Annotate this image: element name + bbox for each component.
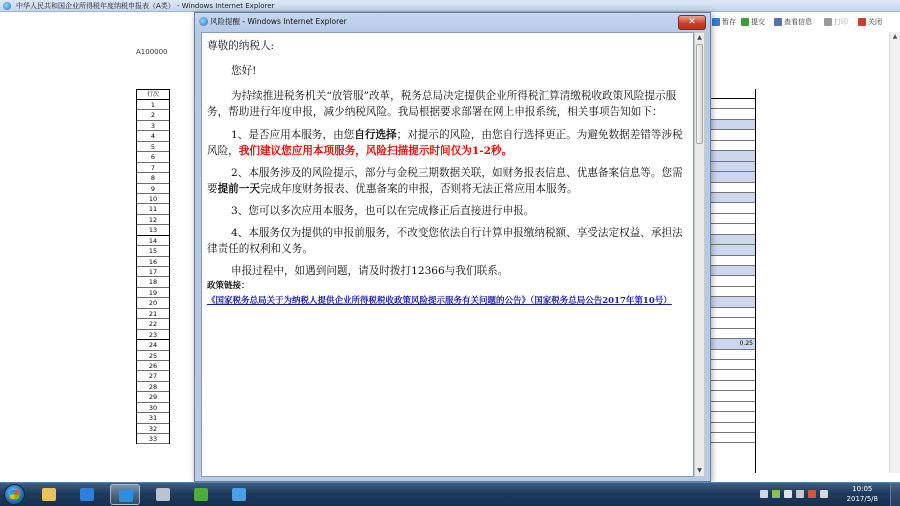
row-list	[137, 100, 169, 444]
row-number: 20	[137, 298, 169, 308]
value-cell[interactable]	[709, 266, 755, 276]
value-cell[interactable]	[709, 120, 755, 130]
row-number: 29	[137, 392, 169, 402]
scroll-up-icon[interactable]: ▲	[697, 34, 702, 41]
value-cell[interactable]	[709, 308, 755, 318]
policy-link[interactable]: 《国家税务总局关于为纳税人提供企业所得税税收政策风险提示服务有关问题的公告》（国家税务总局公告2017年第10号）	[207, 296, 672, 306]
notice-item-1: 1、是否应用本服务，由您自行选择；对提示的风险，由您自行选择更正。为避免数据差错等涉税风险，我们建议您应用本项服务，风险扫描提示时间仅为1-2秒。	[207, 129, 683, 157]
start-button[interactable]	[4, 484, 25, 505]
tray-warning-icon[interactable]	[808, 490, 816, 498]
row-number: 13	[137, 225, 169, 235]
value-cell[interactable]	[709, 130, 755, 140]
show-desktop-button[interactable]	[890, 483, 900, 506]
row-number: 9	[137, 184, 169, 194]
value-cell[interactable]	[709, 329, 755, 339]
action-center-icon[interactable]	[820, 490, 828, 498]
ie-icon	[199, 17, 208, 26]
popup-close-button[interactable]	[678, 15, 706, 30]
one-day-ahead-text: 提前一天	[217, 183, 260, 195]
value-cell[interactable]	[709, 297, 755, 307]
app-tool-icon	[232, 488, 246, 501]
tray-app-icon[interactable]	[772, 490, 780, 498]
taskbar-app-blue[interactable]	[72, 484, 102, 505]
taskbar-app-green[interactable]	[186, 484, 216, 505]
value-cell[interactable]	[709, 287, 755, 297]
network-icon[interactable]	[784, 490, 792, 498]
value-cell[interactable]	[709, 433, 755, 443]
value-cell[interactable]	[709, 412, 755, 422]
system-tray	[750, 483, 900, 506]
popup-content	[201, 32, 694, 477]
recommendation-text: 我们建议您应用本项服务，风险扫描提示时间仅为1-2秒	[238, 145, 502, 157]
popup-title-bar[interactable]	[195, 13, 710, 30]
app-blue-icon	[80, 488, 94, 501]
clock-date: 2017/5/8	[846, 495, 878, 503]
contact-text: 申报过程中，如遇到问题，请及时拨打12366与我们联系。	[231, 265, 509, 277]
value-cell[interactable]	[709, 276, 755, 286]
file-explorer-icon	[42, 488, 56, 501]
value-cell[interactable]	[709, 162, 755, 172]
value-cell[interactable]	[709, 224, 755, 234]
print-icon	[824, 18, 832, 26]
row-number: 5	[137, 142, 169, 152]
row-number: 15	[137, 246, 169, 256]
value-cell[interactable]	[709, 318, 755, 328]
ie-icon	[3, 2, 11, 10]
scroll-down-icon[interactable]: ▼	[697, 467, 702, 474]
row-number: 11	[137, 204, 169, 214]
value-cell[interactable]	[709, 256, 755, 266]
value-cell[interactable]	[709, 203, 755, 213]
row-number: 6	[137, 152, 169, 162]
intro-paragraph: 为持续推进税务机关“放管服”改革，税务总局决定提供企业所得税汇算清缴税收政策风险提示服务，帮助进行年度申报，减少纳税风险。我局根据要求部署在网上申报系统，相关事项告知如下：	[207, 90, 677, 118]
value-cell[interactable]	[709, 402, 755, 412]
value-cell[interactable]: 0.25	[709, 339, 755, 349]
row-number: 16	[137, 257, 169, 267]
value-cell[interactable]	[709, 350, 755, 360]
notice-item-4: 4、本服务仅为提供的申报前服务，不改变您依法自行计算申报缴纳税额、享受法定权益、承担法律责任的权利和义务。	[207, 227, 683, 255]
value-cell[interactable]	[709, 381, 755, 391]
value-cell[interactable]	[709, 99, 755, 109]
row-number: 26	[137, 361, 169, 371]
policy-label: 政策链接：	[207, 281, 250, 291]
save-button[interactable]: 暂存	[712, 16, 736, 28]
close-button[interactable]: 关闭	[858, 16, 882, 28]
scroll-thumb[interactable]	[696, 44, 703, 144]
right-column-header	[709, 89, 755, 99]
value-cell[interactable]	[709, 360, 755, 370]
value-cell[interactable]	[709, 193, 755, 203]
notice-item-3: 3、您可以多次应用本服务，也可以在完成修正后直接进行申报。	[231, 205, 535, 217]
window-title: 中华人民共和国企业所得税年度纳税申报表（A类） - Windows Internet Explorer	[16, 2, 275, 10]
submit-icon	[741, 18, 749, 26]
row-number: 1	[137, 100, 169, 110]
clock-time: 10:05	[852, 485, 873, 493]
value-cell[interactable]	[709, 141, 755, 151]
popup-title: 风险提醒 - Windows Internet Explorer	[210, 17, 347, 26]
row-number: 10	[137, 194, 169, 204]
submit-button[interactable]: 提交	[741, 16, 765, 28]
row-number: 32	[137, 424, 169, 434]
app-green-icon	[194, 488, 208, 501]
row-number: 18	[137, 277, 169, 287]
row-number: 2	[137, 110, 169, 120]
value-cell[interactable]	[709, 391, 755, 401]
page-scrollbar[interactable]	[889, 32, 900, 473]
risk-reminder-popup	[194, 12, 711, 482]
view-info-button[interactable]: 查看信息	[774, 16, 812, 28]
row-number: 31	[137, 413, 169, 423]
row-number: 27	[137, 371, 169, 381]
row-number: 24	[137, 340, 169, 350]
row-number: 21	[137, 309, 169, 319]
row-number: 33	[137, 434, 169, 444]
popup-scrollbar[interactable]	[694, 32, 705, 477]
taskbar-app-tool[interactable]	[224, 484, 254, 505]
row-number: 12	[137, 215, 169, 225]
print-button[interactable]: 打印	[824, 16, 848, 28]
view-info-icon	[774, 18, 782, 26]
form-code: A100000	[136, 48, 168, 56]
row-number: 19	[137, 288, 169, 298]
window-title-bar	[0, 0, 900, 12]
value-cell[interactable]	[709, 109, 755, 119]
value-cell[interactable]	[709, 245, 755, 255]
right-value-column	[709, 89, 756, 473]
table-header: 行次	[137, 89, 169, 100]
close-icon	[858, 18, 866, 26]
self-choice-text: 自行选择	[354, 129, 397, 141]
greeting: 尊敬的纳税人:	[207, 40, 275, 52]
notice-letter	[207, 38, 690, 308]
tray-arrow-icon[interactable]	[760, 490, 768, 498]
tax-client-icon	[156, 488, 170, 501]
value-cell[interactable]	[709, 370, 755, 380]
value-cell[interactable]	[709, 151, 755, 161]
taskbar-internet-explorer[interactable]	[110, 484, 140, 505]
row-number: 8	[137, 173, 169, 183]
row-number: 17	[137, 267, 169, 277]
hello-text: 您好!	[231, 65, 257, 77]
row-number: 4	[137, 131, 169, 141]
taskbar-file-explorer[interactable]	[34, 484, 64, 505]
value-cell[interactable]	[709, 172, 755, 182]
taskbar-tax-client[interactable]	[148, 484, 178, 505]
close-icon: ✕	[688, 17, 696, 27]
row-number-column	[136, 89, 170, 444]
value-cell[interactable]	[709, 235, 755, 245]
row-number: 22	[137, 319, 169, 329]
notice-item-2: 2、本服务涉及的风险提示，部分与金税三期数据关联，如财务报表信息、优惠备案信息等。您需要提前一天完成年度财务报表、优惠备案的申报，否则将无法正常应用本服务。	[207, 167, 683, 195]
value-cell[interactable]	[709, 183, 755, 193]
value-cell[interactable]	[709, 423, 755, 433]
row-number: 3	[137, 121, 169, 131]
row-number: 7	[137, 163, 169, 173]
row-number: 25	[137, 351, 169, 361]
internet-explorer-icon	[119, 489, 133, 502]
taskbar	[0, 482, 900, 506]
volume-icon[interactable]	[796, 490, 804, 498]
scroll-up-icon[interactable]: ▲	[892, 33, 898, 40]
value-cell[interactable]	[709, 214, 755, 224]
save-icon	[712, 18, 720, 26]
row-number: 30	[137, 403, 169, 413]
row-number: 28	[137, 382, 169, 392]
clock[interactable]	[847, 484, 878, 504]
row-number: 23	[137, 330, 169, 340]
row-number: 14	[137, 236, 169, 246]
